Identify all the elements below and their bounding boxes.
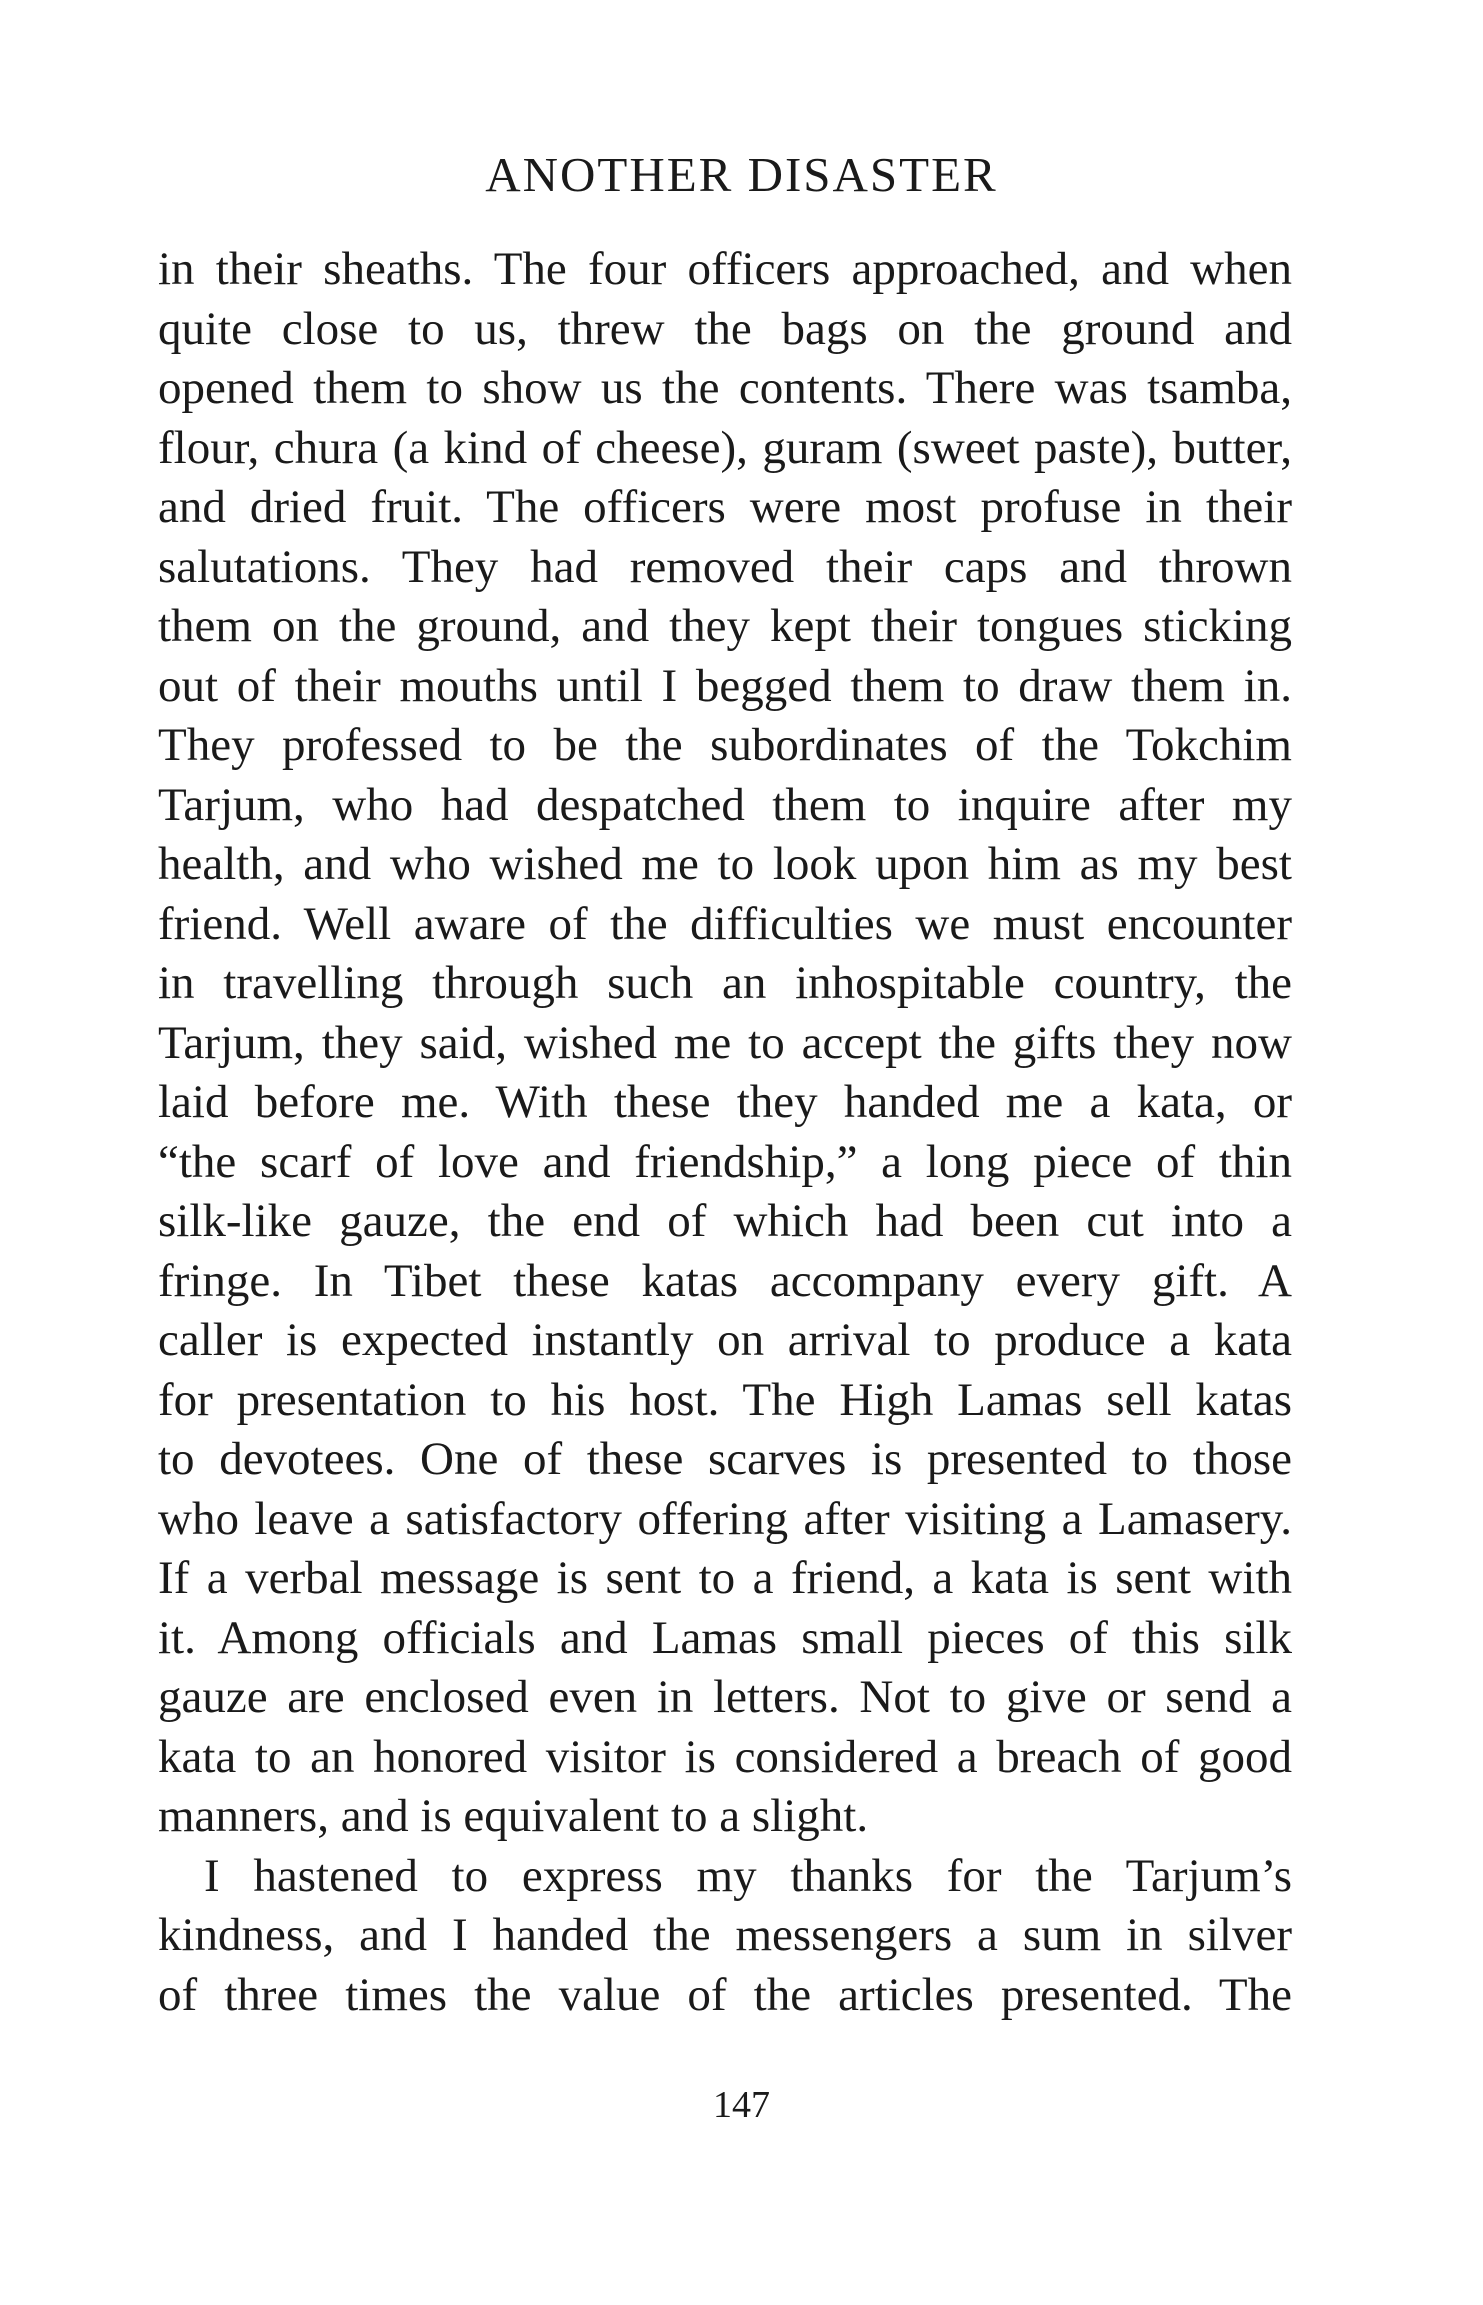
text-line: gauze are enclosed even in letters. Not to give or send a bbox=[158, 1671, 1292, 1723]
text-line: and dried fruit. The officers were most profuse in their bbox=[158, 481, 1292, 533]
text-line: in travelling through such an inhospitable country, the bbox=[158, 957, 1292, 1009]
text-line: in their sheaths. The four officers approached, and when bbox=[158, 243, 1292, 295]
text-line: opened them to show us the contents. There was tsamba, bbox=[158, 362, 1292, 414]
text-line: to devotees. One of these scarves is presented to those bbox=[158, 1433, 1292, 1485]
text-line: out of their mouths until I begged them to draw them in. bbox=[158, 659, 1292, 712]
text-line: it. Among officials and Lamas small pieces of this silk bbox=[158, 1611, 1292, 1664]
text-line: kindness, and I handed the messengers a sum in silver bbox=[158, 1909, 1292, 1961]
text-line: I hastened to express my thanks for the Tarjum’s bbox=[204, 1849, 1292, 1902]
paragraph-1 bbox=[158, 240, 1292, 1847]
text-line: friend. Well aware of the difficulties we must encounter bbox=[158, 897, 1292, 950]
text-line: flour, chura (a kind of cheese), guram (sweet paste), butter, bbox=[158, 421, 1292, 474]
text-line: manners, and is equivalent to a slight. bbox=[158, 1790, 869, 1842]
text-line: of three times the value of the articles presented. The bbox=[158, 1968, 1292, 2021]
text-line: silk-like gauze, the end of which had been cut into a bbox=[158, 1195, 1292, 1247]
text-line: health, and who wished me to look upon him as my best bbox=[158, 838, 1292, 890]
text-line: If a verbal message is sent to a friend, a kata is sent with bbox=[158, 1552, 1292, 1604]
text-line: caller is expected instantly on arrival to produce a kata bbox=[158, 1314, 1292, 1366]
text-line: quite close to us, threw the bags on the ground and bbox=[158, 302, 1292, 355]
text-line: salutations. They had removed their caps and thrown bbox=[158, 540, 1292, 593]
text-line: They professed to be the subordinates of the Tokchim bbox=[158, 719, 1292, 771]
running-head: ANOTHER DISASTER bbox=[485, 147, 998, 202]
text-line: for presentation to his host. The High Lamas sell katas bbox=[158, 1373, 1292, 1426]
text-line: laid before me. With these they handed me a kata, or bbox=[158, 1076, 1292, 1128]
text-line: Tarjum, they said, wished me to accept the gifts they now bbox=[158, 1016, 1292, 1069]
text-line: who leave a satisfactory offering after visiting a Lamasery. bbox=[158, 1492, 1292, 1545]
text-line: “the scarf of love and friendship,” a long piece of thin bbox=[158, 1135, 1292, 1188]
text-line: them on the ground, and they kept their tongues sticking bbox=[158, 600, 1292, 652]
page-number: 147 bbox=[713, 2084, 770, 2126]
text-line: kata to an honored visitor is considered a breach of good bbox=[158, 1730, 1292, 1783]
paragraph-2 bbox=[158, 1847, 1292, 2026]
text-line: Tarjum, who had despatched them to inquire after my bbox=[158, 778, 1292, 831]
body-text bbox=[158, 240, 1292, 2025]
text-line: fringe. In Tibet these katas accompany every gift. A bbox=[158, 1254, 1292, 1307]
